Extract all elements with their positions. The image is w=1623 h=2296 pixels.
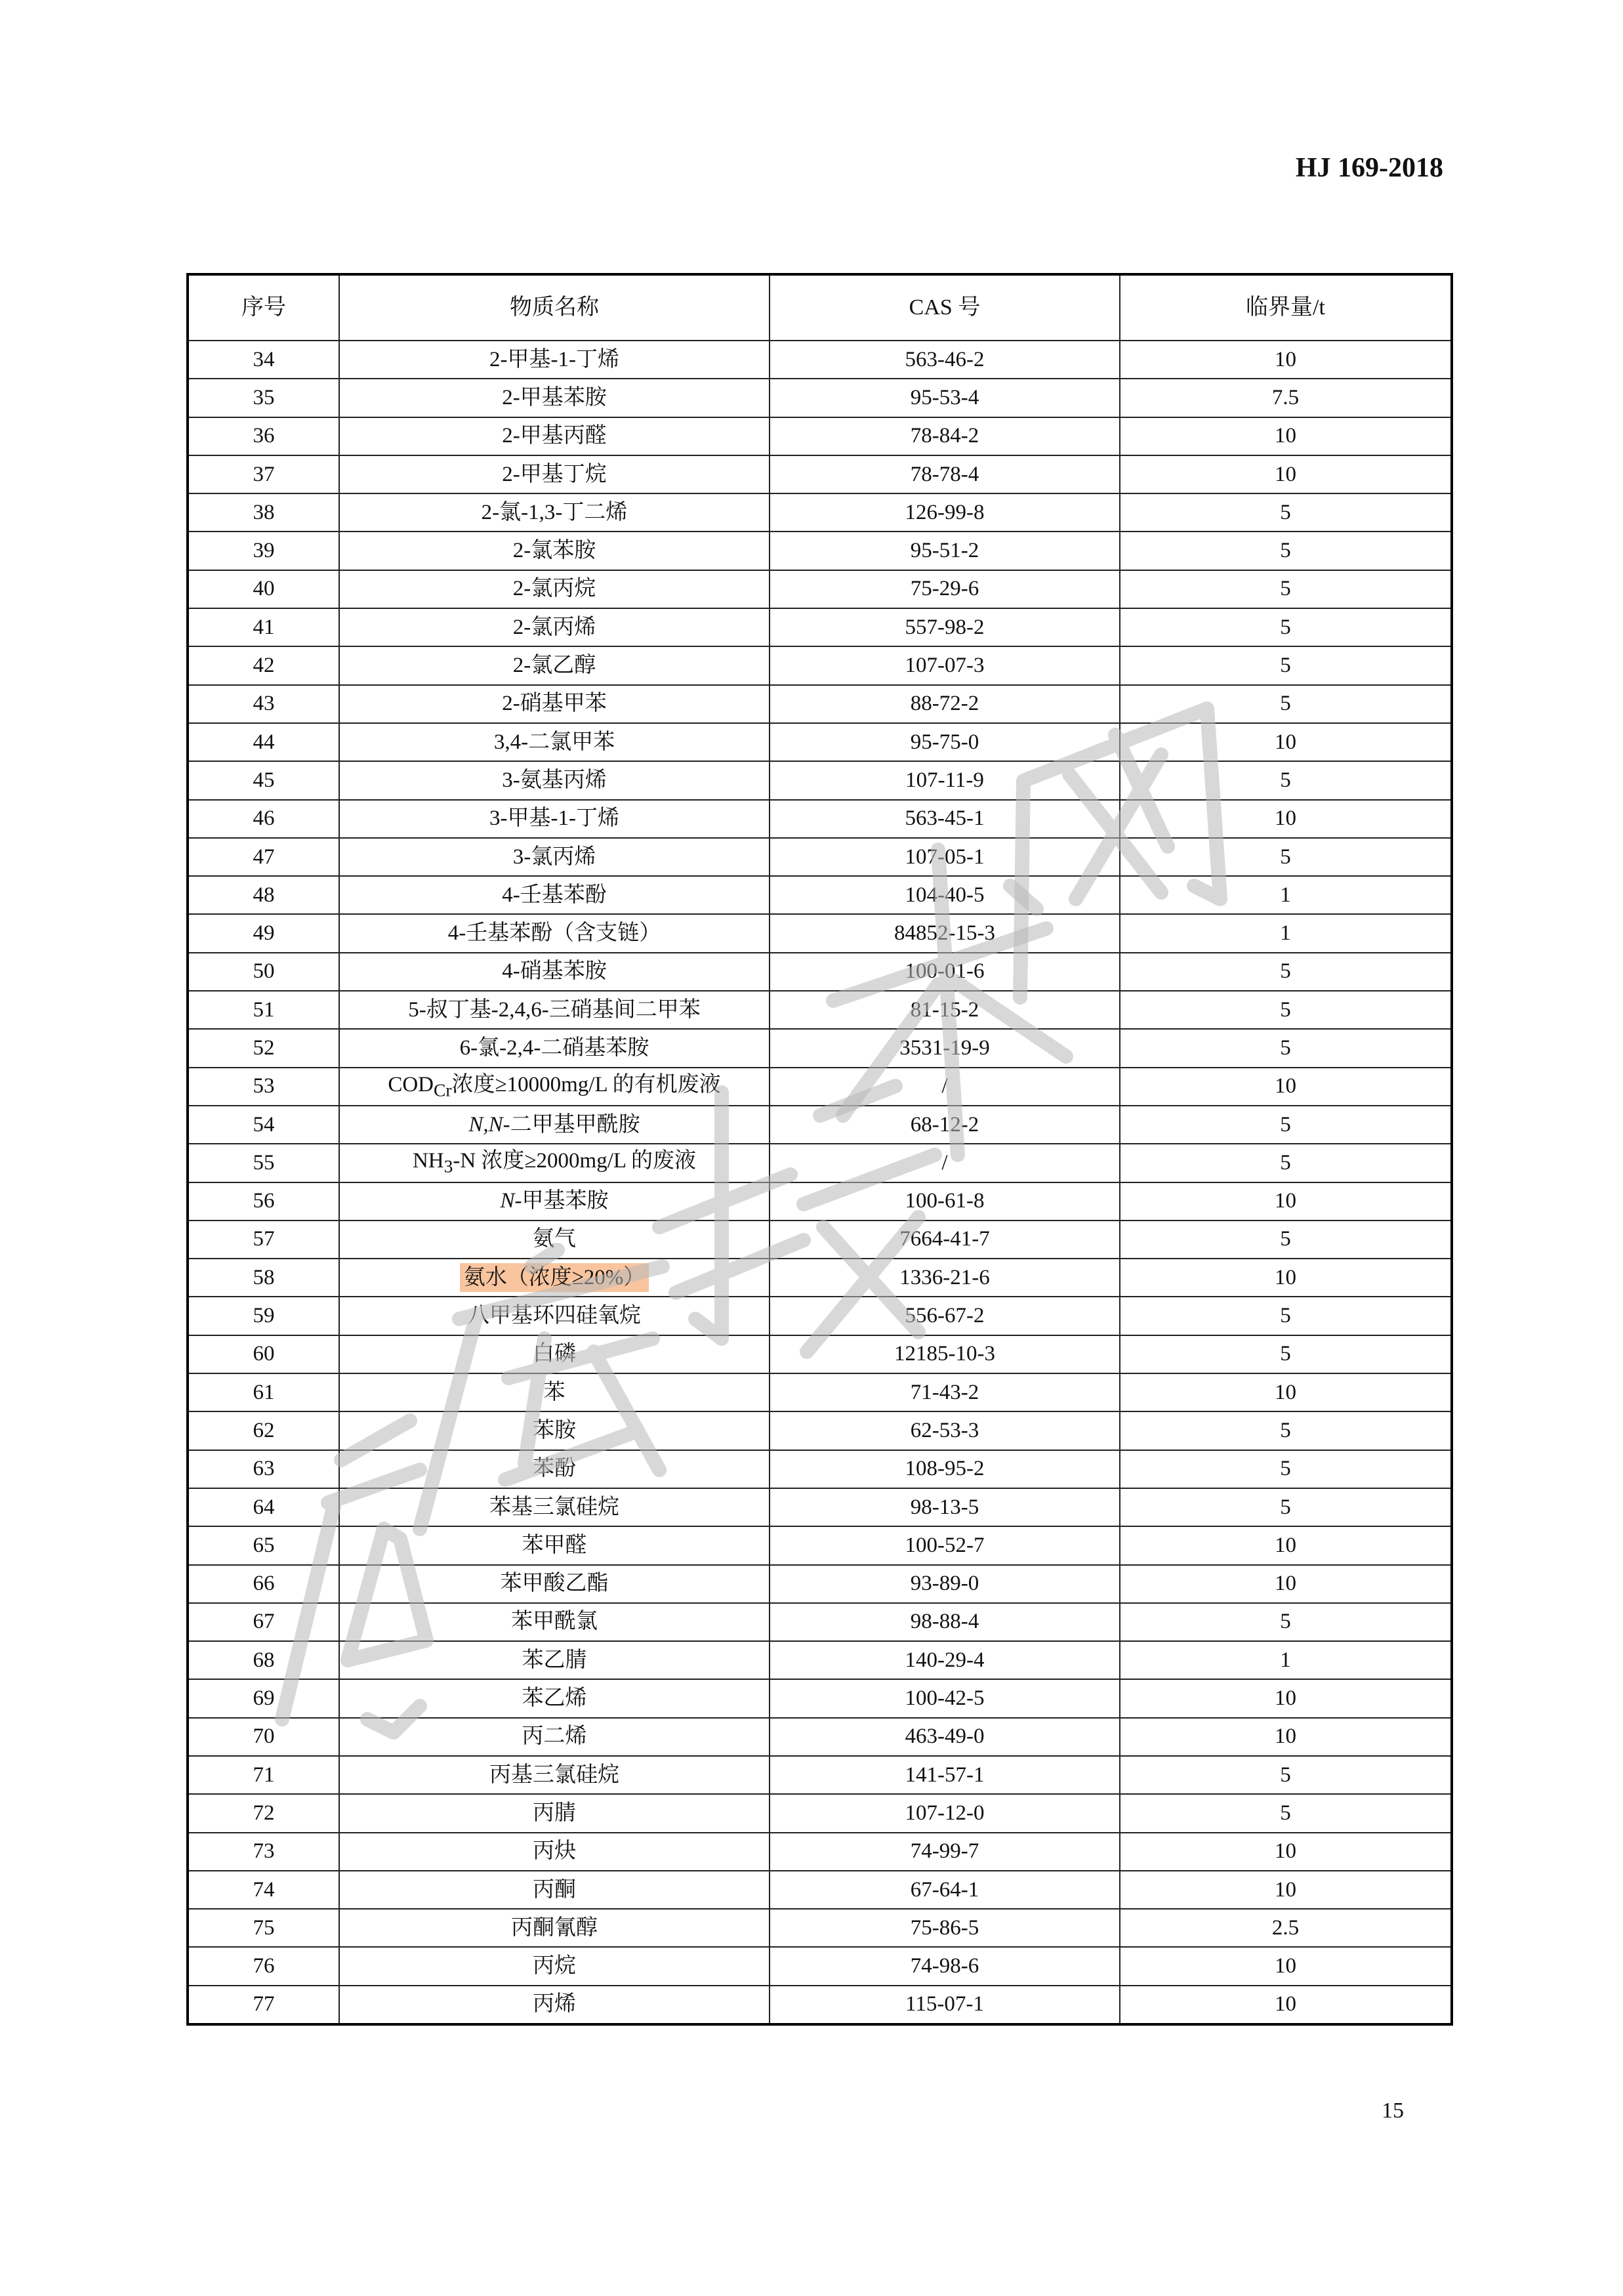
cell-cas: 88-72-2	[770, 685, 1120, 723]
cell-threshold: 1	[1120, 1641, 1452, 1679]
cell-threshold: 5	[1120, 1335, 1452, 1373]
cell-threshold: 10	[1120, 1718, 1452, 1756]
cell-threshold: 7.5	[1120, 379, 1452, 417]
table-row	[188, 1641, 1452, 1679]
cell-threshold: 10	[1120, 1833, 1452, 1871]
table-row	[188, 876, 1452, 914]
table-row	[188, 1871, 1452, 1909]
header-cas: CAS 号	[770, 274, 1120, 341]
cell-name: 6-氯-2,4-二硝基苯胺	[339, 1029, 770, 1067]
cell-threshold: 5	[1120, 1794, 1452, 1832]
cell-cas: 68-12-2	[770, 1106, 1120, 1144]
table-row	[188, 1679, 1452, 1717]
cell-cas: 12185-10-3	[770, 1335, 1120, 1373]
table-row	[188, 1718, 1452, 1756]
cell-cas: 95-53-4	[770, 379, 1120, 417]
cell-no: 60	[188, 1335, 339, 1373]
cell-no: 43	[188, 685, 339, 723]
cell-no: 40	[188, 570, 339, 608]
cell-name: 4-壬基苯酚（含支链）	[339, 914, 770, 952]
cell-cas: 93-89-0	[770, 1565, 1120, 1603]
cell-cas: 78-84-2	[770, 417, 1120, 455]
cell-name: 丙基三氯硅烷	[339, 1756, 770, 1794]
watermark-text: 危废技术网	[0, 0, 3, 1]
cell-threshold: 5	[1120, 1029, 1452, 1067]
cell-threshold: 5	[1120, 685, 1452, 723]
standard-code: HJ 169-2018	[1295, 153, 1443, 183]
table-row	[188, 341, 1452, 379]
cell-cas: 107-05-1	[770, 838, 1120, 876]
cell-no: 67	[188, 1603, 339, 1641]
cell-name: 3,4-二氯甲苯	[339, 723, 770, 761]
table-row	[188, 1106, 1452, 1144]
cell-no: 46	[188, 800, 339, 838]
cell-no: 64	[188, 1488, 339, 1526]
cell-no: 58	[188, 1259, 339, 1297]
cell-cas: 84852-15-3	[770, 914, 1120, 952]
table-row	[188, 1144, 1452, 1182]
table-row	[188, 455, 1452, 493]
cell-threshold: 10	[1120, 1947, 1452, 1985]
italic-prefix: N-	[500, 1189, 522, 1213]
cell-cas: 463-49-0	[770, 1718, 1120, 1756]
cell-threshold: 5	[1120, 991, 1452, 1029]
table-row	[188, 1986, 1452, 2024]
italic-prefix: N,N-	[468, 1112, 510, 1137]
cell-no: 65	[188, 1526, 339, 1564]
cell-threshold: 5	[1120, 1488, 1452, 1526]
cell-no: 51	[188, 991, 339, 1029]
table-row	[188, 1833, 1452, 1871]
header-name: 物质名称	[339, 274, 770, 341]
cell-no: 50	[188, 953, 339, 991]
cell-name: 3-氯丙烯	[339, 838, 770, 876]
name-rest: 二甲基甲酰胺	[510, 1112, 640, 1137]
cell-cas: 556-67-2	[770, 1297, 1120, 1335]
cell-cas: 3531-19-9	[770, 1029, 1120, 1067]
cell-threshold: 5	[1120, 761, 1452, 799]
table-row	[188, 1259, 1452, 1297]
table-row	[188, 1526, 1452, 1564]
cell-name: 丙炔	[339, 1833, 770, 1871]
cell-threshold: 10	[1120, 1259, 1452, 1297]
cell-no: 34	[188, 341, 339, 379]
cell-name: 苯甲酰氯	[339, 1603, 770, 1641]
cell-cas: 100-01-6	[770, 953, 1120, 991]
table-row	[188, 1221, 1452, 1259]
cell-name: 苯乙腈	[339, 1641, 770, 1679]
cell-threshold: 1	[1120, 876, 1452, 914]
cell-threshold: 5	[1120, 608, 1452, 646]
cell-no: 38	[188, 493, 339, 532]
cell-no: 57	[188, 1221, 339, 1259]
cell-threshold: 5	[1120, 1603, 1452, 1641]
cell-no: 42	[188, 646, 339, 684]
cell-no: 68	[188, 1641, 339, 1679]
cell-threshold: 10	[1120, 723, 1452, 761]
table-row	[188, 838, 1452, 876]
table-row	[188, 1373, 1452, 1411]
cell-cas: 74-99-7	[770, 1833, 1120, 1871]
table-row	[188, 379, 1452, 417]
cell-name: 苯甲醛	[339, 1526, 770, 1564]
cell-threshold: 10	[1120, 1871, 1452, 1909]
cell-threshold: 10	[1120, 1068, 1452, 1106]
cell-no: 44	[188, 723, 339, 761]
cell-threshold: 5	[1120, 1297, 1452, 1335]
nh-desc: -N 浓度≥2000mg/L 的废液	[453, 1149, 697, 1173]
cell-threshold: 10	[1120, 1373, 1452, 1411]
cell-threshold: 10	[1120, 455, 1452, 493]
cell-name: 2-氯-1,3-丁二烯	[339, 493, 770, 532]
cell-threshold: 10	[1120, 1679, 1452, 1717]
cell-name: 2-氯丙烯	[339, 608, 770, 646]
table-row	[188, 1411, 1452, 1450]
table-row	[188, 1297, 1452, 1335]
highlighted-name: 氨水（浓度≥20%）	[460, 1263, 649, 1292]
cell-cas: 7664-41-7	[770, 1221, 1120, 1259]
cell-cas: 107-11-9	[770, 761, 1120, 799]
cell-threshold: 5	[1120, 646, 1452, 684]
cell-no: 74	[188, 1871, 339, 1909]
header-no: 序号	[188, 274, 339, 341]
cell-name: 八甲基环四硅氧烷	[339, 1297, 770, 1335]
cell-no: 53	[188, 1068, 339, 1106]
cell-no: 56	[188, 1182, 339, 1221]
cell-name: 丙二烯	[339, 1718, 770, 1756]
cell-cas: 100-52-7	[770, 1526, 1120, 1564]
cell-threshold: 10	[1120, 800, 1452, 838]
cell-threshold: 5	[1120, 1756, 1452, 1794]
table-row	[188, 1488, 1452, 1526]
cell-cas: 71-43-2	[770, 1373, 1120, 1411]
three-subscript: 3	[443, 1156, 453, 1177]
cell-name	[339, 1259, 770, 1297]
cell-no: 55	[188, 1144, 339, 1182]
cell-threshold: 5	[1120, 1411, 1452, 1450]
cell-name	[339, 1144, 770, 1182]
cell-threshold: 5	[1120, 953, 1452, 991]
table-row	[188, 1947, 1452, 1985]
table-row	[188, 953, 1452, 991]
cell-name	[339, 1106, 770, 1144]
cell-no: 62	[188, 1411, 339, 1450]
cr-subscript: Cr	[434, 1079, 452, 1100]
nh-text: NH	[412, 1149, 444, 1173]
cell-cas: 563-46-2	[770, 341, 1120, 379]
table-row	[188, 417, 1452, 455]
table-row	[188, 761, 1452, 799]
cell-threshold: 10	[1120, 341, 1452, 379]
cell-name: 丙酮	[339, 1871, 770, 1909]
cell-name: 苯基三氯硅烷	[339, 1488, 770, 1526]
name-rest: 甲基苯胺	[522, 1189, 609, 1213]
cell-name: 2-硝基甲苯	[339, 685, 770, 723]
cell-no: 49	[188, 914, 339, 952]
table-row	[188, 646, 1452, 684]
table-row	[188, 532, 1452, 570]
cell-cas: 74-98-6	[770, 1947, 1120, 1985]
substance-table	[186, 273, 1453, 2026]
cell-no: 35	[188, 379, 339, 417]
cell-threshold: 1	[1120, 914, 1452, 952]
table-row	[188, 1450, 1452, 1488]
cell-cas: /	[770, 1144, 1120, 1182]
table-row	[188, 1565, 1452, 1603]
cell-name: 苯乙烯	[339, 1679, 770, 1717]
cell-cas: 126-99-8	[770, 493, 1120, 532]
cell-no: 45	[188, 761, 339, 799]
cell-name: 3-甲基-1-丁烯	[339, 800, 770, 838]
table-row	[188, 1182, 1452, 1221]
cell-name: 丙腈	[339, 1794, 770, 1832]
page-number: 15	[1382, 2098, 1404, 2123]
cell-cas: 62-53-3	[770, 1411, 1120, 1450]
cell-no: 70	[188, 1718, 339, 1756]
cell-cas: 563-45-1	[770, 800, 1120, 838]
cell-name: 丙烯	[339, 1986, 770, 2024]
cell-no: 63	[188, 1450, 339, 1488]
cell-no: 71	[188, 1756, 339, 1794]
cell-no: 76	[188, 1947, 339, 1985]
cell-threshold: 5	[1120, 532, 1452, 570]
cell-cas: 95-51-2	[770, 532, 1120, 570]
table-row	[188, 1029, 1452, 1067]
cell-name: 2-氯苯胺	[339, 532, 770, 570]
cell-no: 37	[188, 455, 339, 493]
table-row	[188, 685, 1452, 723]
cell-name	[339, 1068, 770, 1106]
cell-cas: 100-61-8	[770, 1182, 1120, 1221]
cell-name: 氨气	[339, 1221, 770, 1259]
cell-no: 47	[188, 838, 339, 876]
cell-name: 2-氯乙醇	[339, 646, 770, 684]
table-row	[188, 723, 1452, 761]
cell-threshold: 2.5	[1120, 1909, 1452, 1947]
cell-name: 丙酮氰醇	[339, 1909, 770, 1947]
cell-cas: 75-86-5	[770, 1909, 1120, 1947]
table-row	[188, 800, 1452, 838]
cell-no: 72	[188, 1794, 339, 1832]
cell-name: 苯	[339, 1373, 770, 1411]
cell-name: 4-硝基苯胺	[339, 953, 770, 991]
table-row	[188, 570, 1452, 608]
cell-no: 54	[188, 1106, 339, 1144]
cell-threshold: 5	[1120, 1450, 1452, 1488]
cell-cas: 98-88-4	[770, 1603, 1120, 1641]
cell-cas: 104-40-5	[770, 876, 1120, 914]
cell-name: 2-氯丙烷	[339, 570, 770, 608]
cell-no: 48	[188, 876, 339, 914]
cell-cas: 107-07-3	[770, 646, 1120, 684]
cell-no: 41	[188, 608, 339, 646]
cell-name: 2-甲基苯胺	[339, 379, 770, 417]
table-header-row	[188, 274, 1452, 341]
cell-name: 2-甲基-1-丁烯	[339, 341, 770, 379]
table-row	[188, 608, 1452, 646]
table-row	[188, 1068, 1452, 1106]
cell-cas: 98-13-5	[770, 1488, 1120, 1526]
cell-name: 5-叔丁基-2,4,6-三硝基间二甲苯	[339, 991, 770, 1029]
table-row	[188, 991, 1452, 1029]
cell-name: 苯甲酸乙酯	[339, 1565, 770, 1603]
table-row	[188, 1335, 1452, 1373]
cell-cas: 81-15-2	[770, 991, 1120, 1029]
table-row	[188, 1794, 1452, 1832]
cell-no: 69	[188, 1679, 339, 1717]
cell-name: 2-甲基丙醛	[339, 417, 770, 455]
cell-no: 39	[188, 532, 339, 570]
cell-name: 3-氨基丙烯	[339, 761, 770, 799]
cell-threshold: 10	[1120, 417, 1452, 455]
cell-no: 77	[188, 1986, 339, 2024]
table-row	[188, 1909, 1452, 1947]
cell-name: 苯酚	[339, 1450, 770, 1488]
cell-cas: 107-12-0	[770, 1794, 1120, 1832]
cell-threshold: 5	[1120, 838, 1452, 876]
cell-name: 4-壬基苯酚	[339, 876, 770, 914]
cell-cas: 75-29-6	[770, 570, 1120, 608]
cell-name	[339, 1182, 770, 1221]
cell-threshold: 10	[1120, 1565, 1452, 1603]
cell-cas: 141-57-1	[770, 1756, 1120, 1794]
cell-name: 2-甲基丁烷	[339, 455, 770, 493]
cell-no: 52	[188, 1029, 339, 1067]
cell-cas: 95-75-0	[770, 723, 1120, 761]
table-row	[188, 493, 1452, 532]
cell-cas: 557-98-2	[770, 608, 1120, 646]
cod-desc: 浓度≥10000mg/L 的有机废液	[451, 1072, 721, 1096]
header-threshold: 临界量/t	[1120, 274, 1452, 341]
cell-threshold: 10	[1120, 1526, 1452, 1564]
cell-threshold: 5	[1120, 1221, 1452, 1259]
cell-no: 73	[188, 1833, 339, 1871]
cell-no: 75	[188, 1909, 339, 1947]
cell-cas: /	[770, 1068, 1120, 1106]
cell-threshold: 10	[1120, 1986, 1452, 2024]
cell-no: 61	[188, 1373, 339, 1411]
cell-threshold: 5	[1120, 1144, 1452, 1182]
table-row	[188, 914, 1452, 952]
cod-text: COD	[388, 1072, 434, 1096]
cell-no: 59	[188, 1297, 339, 1335]
cell-name: 苯胺	[339, 1411, 770, 1450]
cell-cas: 1336-21-6	[770, 1259, 1120, 1297]
cell-name: 白磷	[339, 1335, 770, 1373]
table-row	[188, 1603, 1452, 1641]
cell-threshold: 5	[1120, 1106, 1452, 1144]
table-row	[188, 1756, 1452, 1794]
cell-no: 66	[188, 1565, 339, 1603]
cell-name: 丙烷	[339, 1947, 770, 1985]
cell-cas: 67-64-1	[770, 1871, 1120, 1909]
cell-cas: 100-42-5	[770, 1679, 1120, 1717]
cell-cas: 78-78-4	[770, 455, 1120, 493]
cell-threshold: 5	[1120, 570, 1452, 608]
cell-threshold: 5	[1120, 493, 1452, 532]
cell-cas: 108-95-2	[770, 1450, 1120, 1488]
cell-cas: 140-29-4	[770, 1641, 1120, 1679]
cell-no: 36	[188, 417, 339, 455]
cell-threshold: 10	[1120, 1182, 1452, 1221]
cell-cas: 115-07-1	[770, 1986, 1120, 2024]
